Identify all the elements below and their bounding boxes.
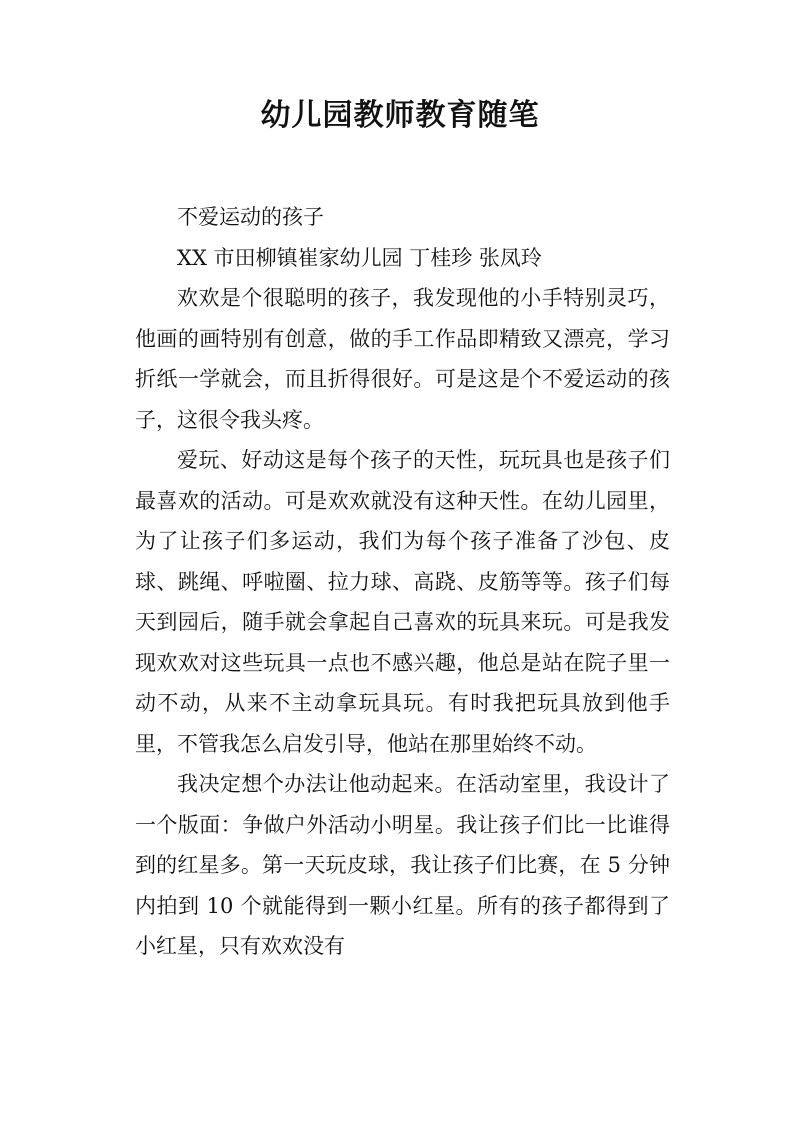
paragraph-1: 欢欢是个很聪明的孩子，我发现他的小手特别灵巧，他画的画特别有创意，做的手工作品即精致又漂亮，学习折纸一学就会，而且折得很好。可是这是个不爱运动的孩子，这很令我头疼。	[135, 286, 670, 432]
document-body	[135, 197, 670, 967]
paragraph-2: 爱玩、好动这是每个孩子的天性，玩玩具也是孩子们最喜欢的活动。可是欢欢就没有这种天性。在幼儿园里，为了让孩子们多运动，我们为每个孩子准备了沙包、皮球、跳绳、呼啦圈、拉力球、高跷、皮筋等等。孩子们每天到园后，随手就会拿起自己喜欢的玩具来玩。可是我发现欢欢对这些玩具一点也不感兴趣，他总是站在院子里一动不动，从来不主动拿玩具玩。有时我把玩具放到他手里，不管我怎么启发引导，他站在那里始终不动。	[135, 448, 670, 756]
paragraph-3: 我决定想个办法让他动起来。在活动室里，我设计了一个版面：争做户外活动小明星。我让孩子们比一比谁得到的红星多。第一天玩皮球，我让孩子们比赛，在 5 分钟内拍到 10 个就能得到一颗小红星。所有的孩子都得到了小红星，只有欢欢没有	[135, 772, 670, 958]
author-byline: XX 市田柳镇崔家幼儿园 丁桂珍 张凤玲	[177, 245, 542, 270]
document-title: 幼儿园教师教育随笔	[260, 98, 540, 133]
essay-subtitle: 不爱运动的孩子	[177, 205, 324, 229]
